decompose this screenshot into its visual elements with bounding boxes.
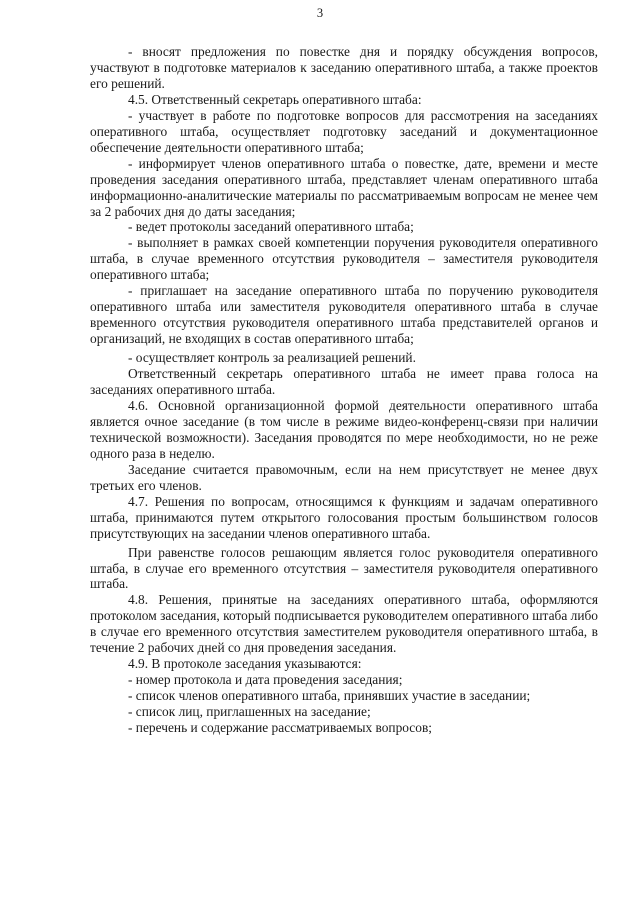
section-4-5-heading: 4.5. Ответственный секретарь оперативного штаба: [128, 91, 422, 107]
paragraph-secretary-invites: - приглашает на заседание оперативного штаба по поручению руководителя оперативного штаба или заместителя руководителя оперативного штаба в случае временного отсутствия руководителя оперативного штаба представителей органов и организаций, не входящих в состав оперативного штаба; [90, 283, 598, 347]
list-item-members-present: - список членов оперативного штаба, принявших участие в заседании; [128, 688, 531, 704]
page-number: 3 [316, 6, 324, 20]
paragraph-secretary-minutes: - ведет протоколы заседаний оперативного штаба; [128, 219, 414, 235]
section-4-7-decisions: 4.7. Решения по вопросам, относящимся к функциям и задачам оперативного штаба, принимаются путем открытого голосования простым большинством голосов присутствующих на заседании членов оперативного штаба. [90, 493, 598, 541]
list-item-issues-list: - перечень и содержание рассматриваемых вопросов; [128, 720, 432, 736]
section-4-8-minutes: 4.8. Решения, принятые на заседаниях оперативного штаба, оформляются протоколом заседания, который подписывается руководителем оперативного штаба либо в случае его временного отсутствия заместителем руководителя оперативного штаба, в течение 2 рабочих дней со дня проведения заседания. [90, 592, 598, 656]
section-4-9-heading: 4.9. В протоколе заседания указываются: [128, 656, 362, 672]
paragraph-quorum: Заседание считается правомочным, если на нем присутствует не менее двух третьих его членов. [90, 461, 598, 493]
paragraph-secretary-instructions: - выполняет в рамках своей компетенции поручения руководителя оперативного штаба, в случае временного отсутствия руководителя – заместителя руководителя оперативного штаба; [90, 235, 598, 283]
paragraph-secretary-no-vote: Ответственный секретарь оперативного штаба не имеет права голоса на заседаниях оперативного штаба. [90, 366, 598, 398]
paragraph-secretary-preparation: - участвует в работе по подготовке вопросов для рассмотрения на заседаниях оперативного штаба, осуществляет подготовку заседаний и документационное обеспечение деятельности оперативного штаба; [90, 107, 598, 155]
paragraph-secretary-control: - осуществляет контроль за реализацией решений. [128, 350, 416, 366]
document-body [90, 44, 598, 736]
list-item-invited-persons: - список лиц, приглашенных на заседание; [128, 704, 371, 720]
paragraph-tie-vote: При равенстве голосов решающим является голос руководителя оперативного штаба, в случае его временного отсутствия – заместителя руководителя оперативного штаба. [90, 544, 598, 592]
section-4-6-meetings: 4.6. Основной организационной формой деятельности оперативного штаба является очное заседание (в том числе в режиме видео-конференц-связи при наличии технической возможности). Заседания проводятся по мере необходимости, но не реже одного раза в неделю. [90, 397, 598, 461]
paragraph-proposals: - вносят предложения по повестке дня и порядку обсуждения вопросов, участвуют в подготовке материалов к заседанию оперативного штаба, а также проектов его решений. [90, 44, 598, 91]
paragraph-secretary-informs: - информирует членов оперативного штаба о повестке, дате, времени и месте проведения заседания оперативного штаба, представляет членам оперативного штаба информационно-аналитические материалы по рассматриваемым вопросам не менее чем за 2 рабочих дня до даты заседания; [90, 155, 598, 219]
list-item-protocol-number: - номер протокола и дата проведения заседания; [128, 672, 403, 688]
